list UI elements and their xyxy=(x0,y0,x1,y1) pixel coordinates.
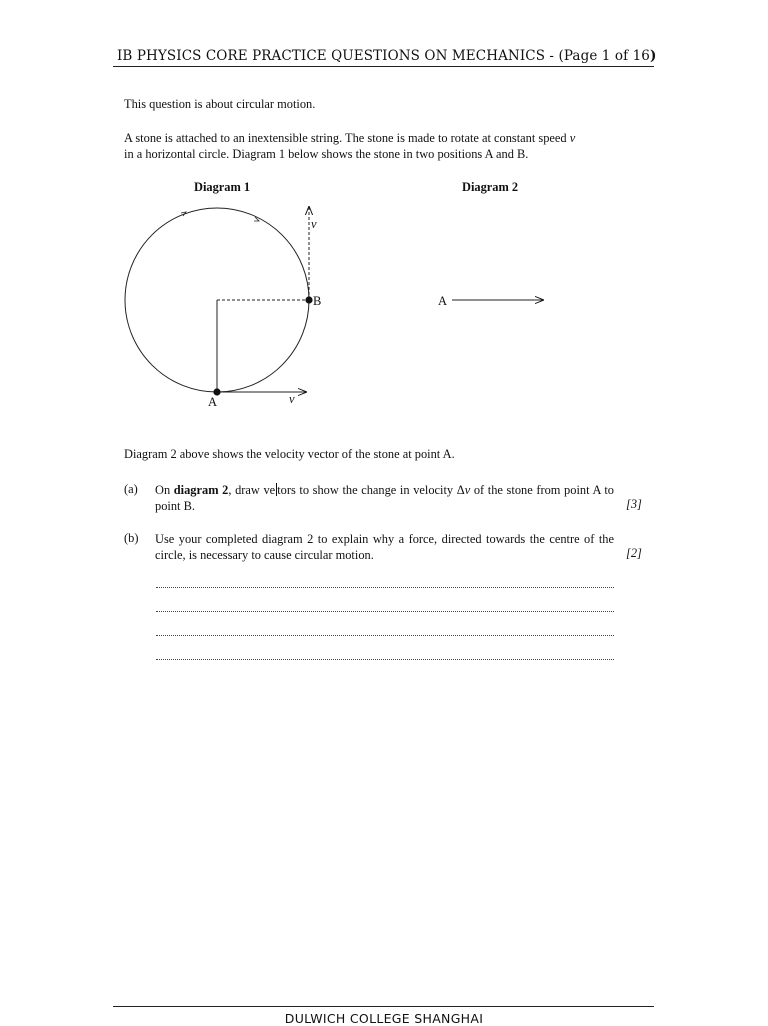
question-a-pre: On xyxy=(155,483,174,497)
velocity-b-label: v xyxy=(311,217,317,231)
answer-line[interactable] xyxy=(156,645,614,660)
answer-line[interactable] xyxy=(156,621,614,636)
footer-rule xyxy=(113,1006,654,1007)
question-b-label: (b) xyxy=(124,531,139,545)
diagram-1-title: Diagram 1 xyxy=(194,180,251,194)
stone-at-b xyxy=(305,296,312,303)
question-a-mid2: tors to show the change in velocity Δ xyxy=(277,483,465,497)
intro-topic: This question is about circular motion. xyxy=(124,97,316,111)
question-a-var: v xyxy=(464,483,471,497)
question-a-label: (a) xyxy=(124,482,138,496)
answer-line[interactable] xyxy=(156,597,614,612)
question-a-bold: diagram 2 xyxy=(173,483,229,497)
intro-line-1-text: A stone is attached to an inextensible string. The stone is made to rotate at constant speed xyxy=(124,131,570,145)
question-a-text xyxy=(155,482,614,514)
question-a-mid1: , draw ve xyxy=(228,483,276,497)
question-a-post: of the stone from point A to point B. xyxy=(155,483,615,513)
question-b-text: Use your completed diagram 2 to explain why a force, directed towards the centre of the circle, is necessary to cause circular motion. xyxy=(155,532,614,562)
diagram-2-description: Diagram 2 above shows the velocity vector of the stone at point A. xyxy=(124,447,455,461)
question-a-marks: [3] xyxy=(626,497,642,511)
header-title-end: ) xyxy=(649,48,657,64)
page-footer: DULWICH COLLEGE SHANGHAI xyxy=(284,1011,484,1026)
diagram-2 xyxy=(438,294,544,308)
intro-line-2: in a horizontal circle. Diagram 1 below shows the stone in two positions A and B. xyxy=(124,147,529,161)
point-b-label: B xyxy=(313,294,322,308)
velocity-a-label: v xyxy=(289,392,295,406)
diagram-2-title: Diagram 2 xyxy=(462,180,519,194)
point-a-label: A xyxy=(208,395,218,409)
question-b-marks: [2] xyxy=(626,546,642,560)
header-title: IB PHYSICS CORE PRACTICE QUESTIONS ON MECHANICS - (Page 1 of 16 xyxy=(117,48,650,64)
answer-line[interactable] xyxy=(156,573,614,588)
diagram-1 xyxy=(125,206,321,409)
intro-line-1-var: v xyxy=(569,131,576,145)
diagram-2-point-a-label: A xyxy=(438,294,448,308)
